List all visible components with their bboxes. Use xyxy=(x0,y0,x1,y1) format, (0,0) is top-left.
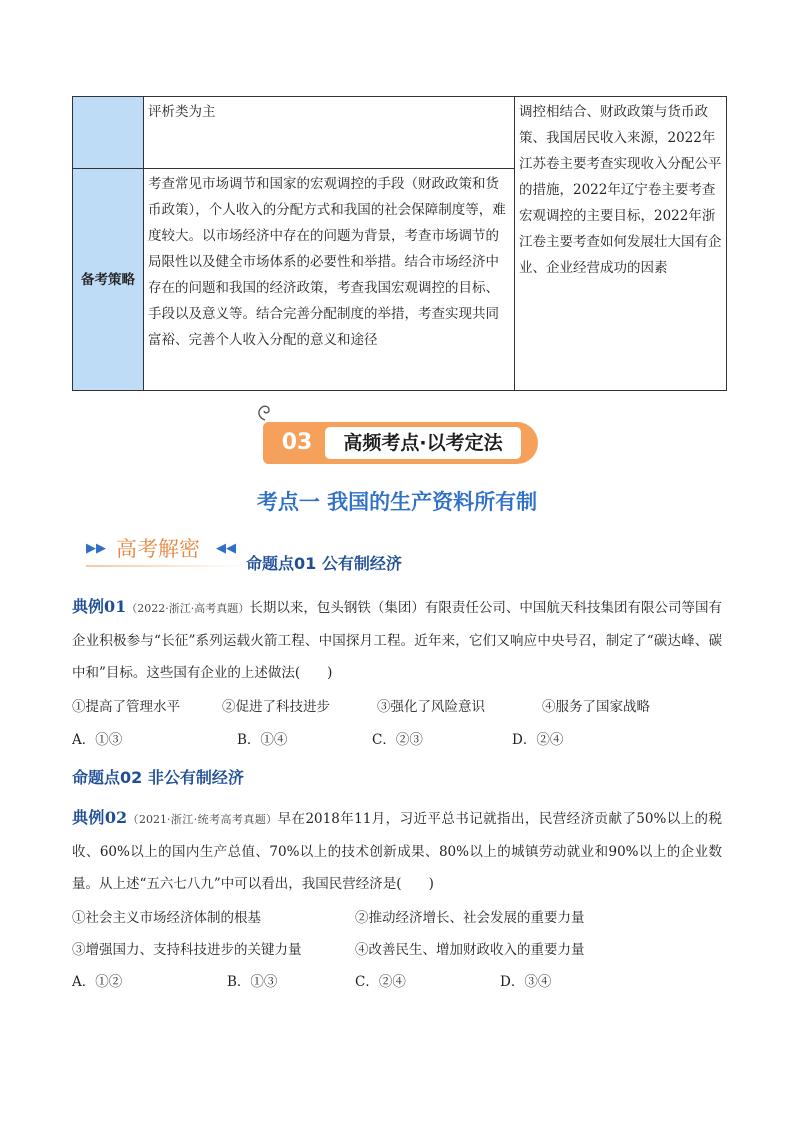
statement: ③增强国力、支持科技进步的关键力量 xyxy=(72,942,302,958)
statement: ④改善民生、增加财政收入的重要力量 xyxy=(355,942,585,958)
choice[interactable]: B．①④ xyxy=(237,732,288,748)
choice[interactable]: D．③④ xyxy=(500,974,552,990)
point2-heading: 命题点02 非公有制经济 xyxy=(72,768,244,787)
section-banner xyxy=(263,418,538,466)
double-arrow-right-icon: ▶▶ xyxy=(86,541,106,556)
example2-source: （2021·浙江·统考高考真题） xyxy=(127,813,278,826)
example1-choices xyxy=(72,728,722,752)
banner-label: 高频考点·以考定法 xyxy=(325,427,521,459)
choice[interactable]: A．①② xyxy=(72,974,123,990)
swirl-icon xyxy=(255,400,275,422)
table-cell-exam-analysis xyxy=(515,97,727,391)
example1-lead: 典例01 xyxy=(72,597,127,616)
example2-paragraph xyxy=(72,802,722,900)
gaokao-underline xyxy=(86,565,246,567)
point1-heading: 命题点01 公有制经济 xyxy=(246,554,402,573)
example1-statements xyxy=(72,695,722,719)
example2-lead: 典例02 xyxy=(72,808,128,827)
statement: ①社会主义市场经济体制的根基 xyxy=(72,910,261,926)
statement: ③强化了风险意识 xyxy=(377,699,485,715)
statement: ②推动经济增长、社会发展的重要力量 xyxy=(355,910,585,926)
example2-text: 早在2018年11月，习近平总书记就指出，民营经济贡献了50%以上的税收、60%以上的国内生产总值、70%以上的技术创新成果、80%以上的城镇劳动就业和90%以上的企业数量。从上述“五六七八九”中可以看出，我国民营经济是( ) xyxy=(72,811,722,892)
statement: ④服务了国家战略 xyxy=(542,699,650,715)
choice[interactable]: C．②③ xyxy=(372,732,423,748)
table-header-cell-empty xyxy=(73,97,144,169)
table-cell-strategy-text: 考查常见市场调节和国家的宏观调控的手段（财政政策和货币政策），个人收入的分配方式和我国的社会保障制度等，难度较大。以市场经济中存在的问题为背景，考查市场调节的局限性以及健全市场体系的必要性和举措。结合市场经济中存在的问题和我国的经济政策，考查我国宏观调控的目标、手段以及意义等。结合完善分配制度的举措，考查实现共同富裕、完善个人收入分配的意义和途径 xyxy=(144,169,515,391)
example1-source: （2022·浙江·高考真题） xyxy=(126,602,250,615)
statement: ①提高了管理水平 xyxy=(72,699,180,715)
statement: ②促进了科技进步 xyxy=(222,699,330,715)
choice[interactable]: B．①③ xyxy=(227,974,278,990)
exam-strategy-table xyxy=(72,96,727,391)
example2-statements-row2 xyxy=(72,938,722,962)
example1-text: 长期以来，包头钢铁（集团）有限责任公司、中国航天科技集团有限公司等国有企业积极参与“长征”系列运载火箭工程、中国探月工程。近年来，它们又响应中央号召，制定了“碳达峰、碳中和”目标。这些国有企业的上述做法( ) xyxy=(72,600,722,681)
double-arrow-left-icon: ◀◀ xyxy=(216,541,236,556)
table-header-strategy: 备考策略 xyxy=(73,169,144,391)
banner-number: 03 xyxy=(281,430,313,455)
gaokao-label: 高考解密 xyxy=(116,537,200,561)
choice[interactable]: A．①③ xyxy=(72,732,123,748)
section-title: 考点一 我国的生产资料所有制 xyxy=(256,490,538,514)
choice[interactable]: D．②④ xyxy=(512,732,564,748)
exam-analysis-text: 调控相结合、财政政策与货币政策、我国居民收入来源，2022年江苏卷主要考查实现收入分配公平的措施，2022年辽宁卷主要考查宏观调控的主要目标，2022年浙江卷主要考查如何发展壮大国有企业、企业经营成功的因素 xyxy=(519,104,722,276)
example2-statements-row1 xyxy=(72,906,722,930)
example1-paragraph xyxy=(72,591,722,689)
table-cell-evaluation: 评析类为主 xyxy=(144,97,515,169)
example2-choices xyxy=(72,970,722,994)
choice[interactable]: C．②④ xyxy=(355,974,406,990)
